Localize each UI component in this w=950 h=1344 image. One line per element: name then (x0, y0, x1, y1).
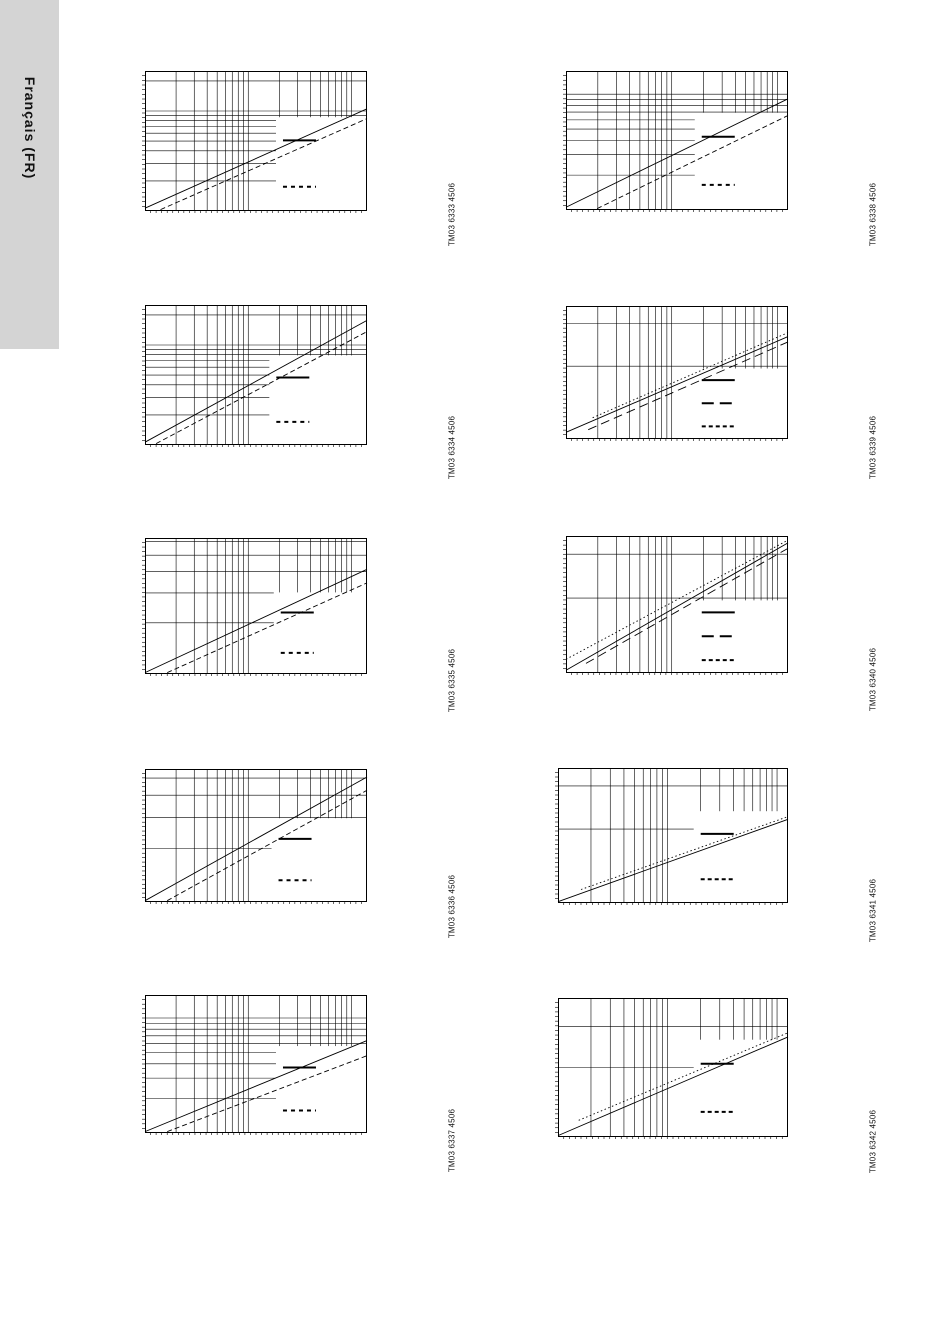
figure-code: TM03 6339 4506 (868, 415, 878, 480)
chart-6 (566, 536, 788, 673)
legend-box (276, 117, 366, 210)
figure-code: TM03 6334 4506 (447, 415, 457, 480)
legend-box (695, 113, 787, 209)
legend-box (274, 592, 366, 673)
language-label: Français (FR) (22, 76, 38, 180)
figure-code: TM03 6333 4506 (447, 182, 457, 247)
legend-box (272, 818, 366, 901)
language-side-tab (0, 0, 59, 349)
chart-3 (145, 305, 367, 445)
figure-code: TM03 6338 4506 (868, 182, 878, 247)
figure-code: TM03 6335 4506 (447, 648, 457, 713)
figure-code: TM03 6337 4506 (447, 1108, 457, 1173)
figure-code: TM03 6342 4506 (868, 1109, 878, 1174)
legend-box (694, 1040, 787, 1136)
chart-1 (145, 71, 367, 211)
legend-box (269, 355, 366, 444)
chart-7 (145, 769, 367, 902)
figure-code: TM03 6336 4506 (447, 874, 457, 939)
chart-9 (145, 995, 367, 1133)
chart-8 (558, 768, 788, 903)
chart-4 (566, 306, 788, 439)
chart-5 (145, 538, 367, 674)
figure-code: TM03 6340 4506 (868, 647, 878, 712)
chart-2 (566, 71, 788, 210)
chart-10 (558, 998, 788, 1137)
figure-code: TM03 6341 4506 (868, 878, 878, 943)
